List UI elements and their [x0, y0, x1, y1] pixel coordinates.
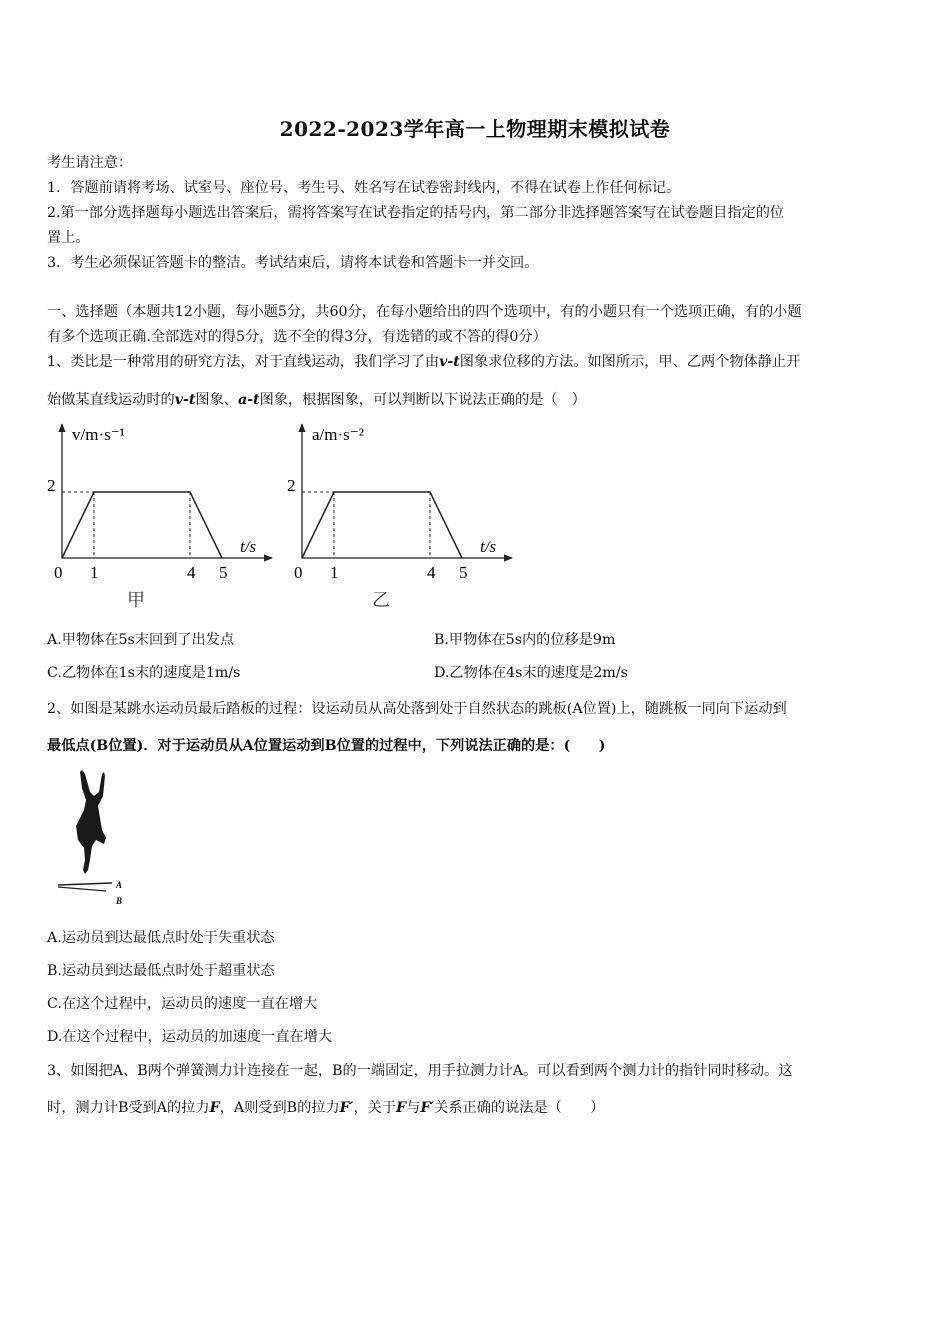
- notice-heading: 考生请注意：: [47, 155, 133, 171]
- q1-option-d[interactable]: D.乙物体在4s末的速度是2m/s: [434, 665, 628, 681]
- section-heading-line1: 一、选择题（本题共12小题，每小题5分，共60分，在每小题给出的四个选项中，有的小题只有一个选项正确，有的小题: [47, 304, 802, 320]
- y-axis-label: v/m·s⁻¹: [72, 425, 125, 444]
- diver-figure: [54, 766, 134, 911]
- x-tick-label-0: 0: [54, 563, 63, 582]
- data-point-3: [221, 557, 223, 559]
- x-tick-label-2: 4: [187, 563, 196, 582]
- springboard-b: [58, 887, 106, 891]
- series-group: [61, 491, 223, 559]
- q3-text: ，A则受到B的拉力: [219, 1100, 340, 1116]
- q1-text: 始做某直线运动时的: [47, 392, 175, 408]
- chart-caption: 乙: [372, 590, 390, 610]
- q2-option-a[interactable]: A.运动员到达最低点时处于失重状态: [47, 930, 275, 946]
- q3-text: ，关于: [353, 1100, 397, 1116]
- q1-vt-term: v-t: [439, 354, 460, 370]
- series-line: [62, 492, 222, 558]
- x-tick-label-3: 5: [459, 563, 468, 582]
- q2-option-c[interactable]: C.在这个过程中，运动员的速度一直在增大: [47, 996, 318, 1012]
- notice-item-2-cont: 置上。: [47, 230, 90, 246]
- q2-option-d[interactable]: D.在这个过程中，运动员的加速度一直在增大: [47, 1029, 332, 1045]
- q3-f-term: F: [209, 1100, 220, 1116]
- x-axis-label: t/s: [240, 537, 257, 556]
- data-point-2: [189, 491, 191, 493]
- q1-stem-line2: [47, 390, 586, 410]
- diver-silhouette: [76, 770, 106, 874]
- q1-text: 图象，根据图象，可以判断以下说法正确的是（ ）: [259, 392, 586, 408]
- label-a: A: [116, 880, 123, 890]
- q3-fprime-term: F′: [420, 1100, 435, 1116]
- q1-vt-term: v-t: [174, 392, 196, 408]
- notice-item-2: 2.第一部分选择题每小题选出答案后，需将答案写在试卷指定的括号内，第二部分非选择题答案写在试卷题目指定的位: [47, 205, 785, 221]
- y-tick-label: 2: [287, 476, 296, 495]
- q1-stem-line1: [47, 352, 800, 372]
- label-b: B: [116, 896, 123, 906]
- x-tick-label-2: 4: [427, 563, 436, 582]
- data-point-2: [429, 491, 431, 493]
- x-tick-label-1: 1: [330, 563, 339, 582]
- q3-text: 时，测力计B受到A的拉力: [47, 1100, 210, 1116]
- q3-fprime-term: F′: [339, 1100, 354, 1116]
- chart-caption: 甲: [127, 590, 145, 610]
- data-point-0: [61, 557, 63, 559]
- series-group: [301, 491, 463, 559]
- data-point-1: [93, 491, 95, 493]
- section-heading-line2: 有多个选项正确.全部选对的得5分，选不全的得3分，有选错的或不答的得0分）: [47, 329, 547, 345]
- x-tick-label-0: 0: [294, 563, 303, 582]
- notice-item-3: 3．考生必须保证答题卡的整洁。考试结束后，请将本试卷和答题卡一并交回。: [47, 255, 539, 271]
- series-line: [302, 492, 462, 558]
- q2-stem-line2: 最低点(B位置)．对于运动员从A位置运动到B位置的过程中，下列说法正确的是：( ): [47, 738, 606, 754]
- q1-text: 图象、: [195, 392, 238, 408]
- q1-text: 图象求位移的方法。如图所示，甲、乙两个物体静止开: [459, 354, 801, 370]
- q1-option-c[interactable]: C.乙物体在1s末的速度是1m/s: [47, 665, 241, 681]
- q1-at-term: a-t: [237, 392, 260, 408]
- q2-option-b[interactable]: B.运动员到达最低点时处于超重状态: [47, 963, 275, 979]
- q1-text: 1、类比是一种常用的研究方法，对于直线运动，我们学习了由: [47, 354, 440, 370]
- q3-stem-line1: 3、如图把A、B两个弹簧测力计连接在一起，B的一端固定，用手拉测力计A。可以看到两个测力计的指针同时移动。这: [47, 1063, 793, 1079]
- q3-f-term: F: [396, 1100, 407, 1116]
- q1-option-b[interactable]: B.甲物体在5s内的位移是9m: [434, 632, 616, 648]
- springboard-a: [58, 883, 112, 885]
- q3-text: 关系正确的说法是（ ）: [434, 1100, 605, 1116]
- diver-head: [90, 796, 99, 806]
- data-point-0: [301, 557, 303, 559]
- q1-option-a[interactable]: A.甲物体在5s末回到了出发点: [47, 632, 235, 648]
- y-tick-label: 2: [47, 476, 56, 495]
- q3-text: 与: [406, 1100, 421, 1116]
- x-axis-label: t/s: [480, 537, 497, 556]
- y-axis-label: a/m·s⁻²: [312, 425, 364, 444]
- notice-item-1: 1．答题前请将考场、试室号、座位号、考生号、姓名写在试卷密封线内，不得在试卷上作任何标记。: [47, 180, 681, 196]
- q2-stem-line1: 2、如图是某跳水运动员最后踏板的过程：设运动员从高处落到处于自然状态的跳板(A位置)上，随跳板一同向下运动到: [47, 701, 787, 717]
- data-point-3: [461, 557, 463, 559]
- x-tick-label-3: 5: [219, 563, 228, 582]
- q3-stem-line2: [47, 1098, 604, 1118]
- page-title: 2022-2023学年高一上物理期末模拟试卷: [279, 117, 671, 141]
- x-tick-label-1: 1: [90, 563, 99, 582]
- chart-jia: [40, 418, 280, 618]
- chart-yi: [280, 418, 520, 618]
- data-point-1: [333, 491, 335, 493]
